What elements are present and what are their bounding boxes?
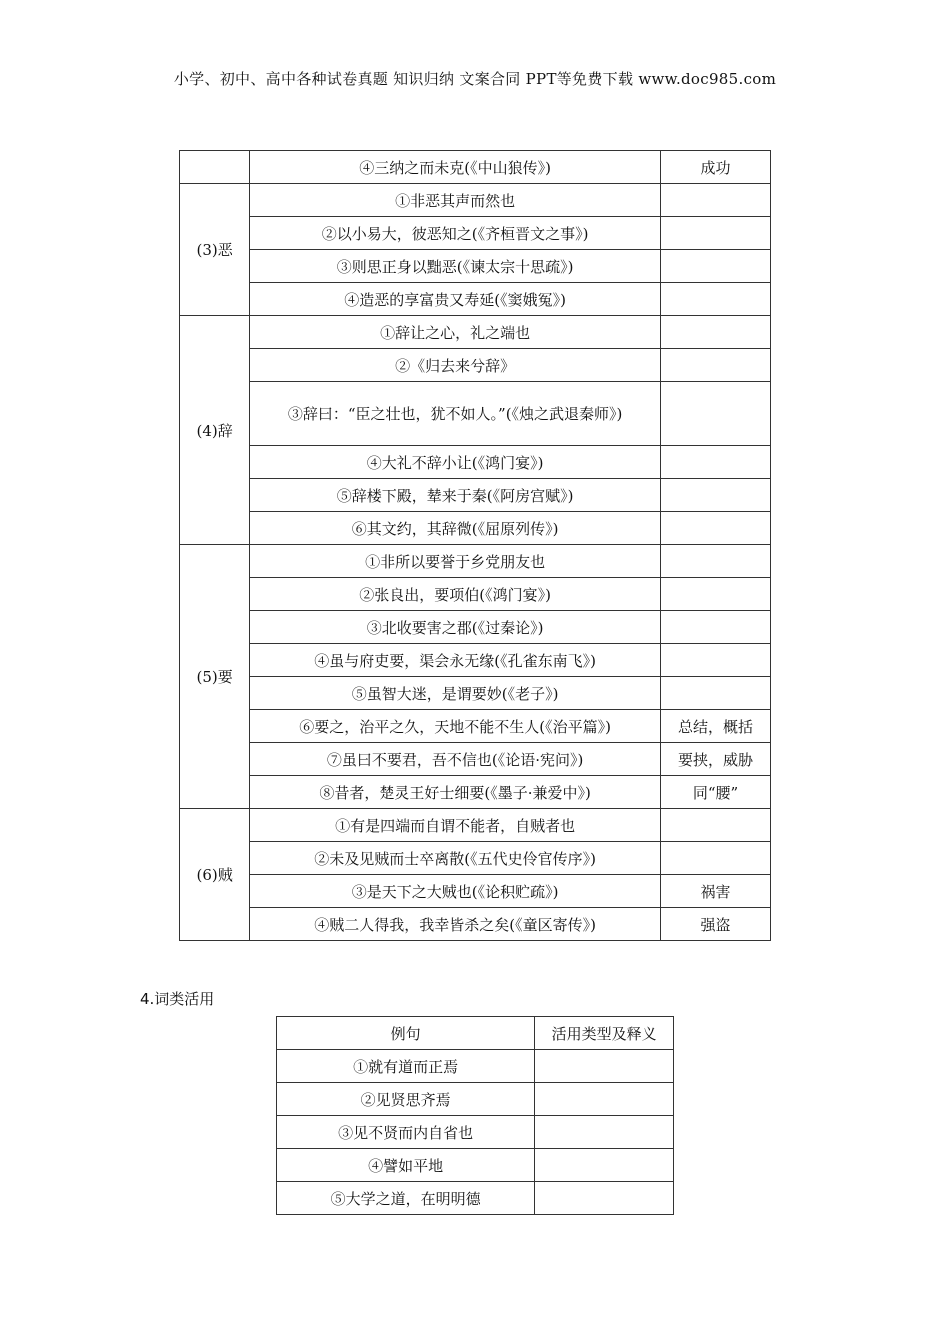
word-category-cell bbox=[180, 151, 250, 184]
usage-type-cell bbox=[535, 1116, 674, 1149]
table-row bbox=[277, 1050, 674, 1083]
example-sentence-cell: ④贼二人得我，我幸皆杀之矣(《童区寄传》) bbox=[250, 908, 661, 941]
example-sentence-cell: ③是天下之大贼也(《论积贮疏》) bbox=[250, 875, 661, 908]
table-row bbox=[277, 1182, 674, 1215]
example-sentence-cell: ①有是四端而自谓不能者，自贼者也 bbox=[250, 809, 661, 842]
table-row bbox=[180, 842, 771, 875]
example-sentence-cell: ②张良出，要项伯(《鸿门宴》) bbox=[250, 578, 661, 611]
example-sentence-cell: ⑥要之，治平之久，天地不能不生人(《治平篇》) bbox=[250, 710, 661, 743]
table-row bbox=[180, 677, 771, 710]
table-row bbox=[180, 743, 771, 776]
table-row bbox=[180, 578, 771, 611]
word-category-cell: (5)要 bbox=[180, 545, 250, 809]
table-row bbox=[180, 349, 771, 382]
example-sentence-cell: ④譬如平地 bbox=[277, 1149, 535, 1182]
usage-type-cell bbox=[535, 1182, 674, 1215]
meaning-cell bbox=[660, 809, 770, 842]
table-row bbox=[180, 151, 771, 184]
meaning-cell bbox=[660, 512, 770, 545]
example-sentence-cell: ④三纳之而未克(《中山狼传》) bbox=[250, 151, 661, 184]
meaning-cell: 总结，概括 bbox=[660, 710, 770, 743]
table-row bbox=[180, 512, 771, 545]
meaning-cell bbox=[660, 479, 770, 512]
meaning-cell bbox=[660, 677, 770, 710]
table-row bbox=[180, 809, 771, 842]
example-sentence-cell: ④大礼不辞小让(《鸿门宴》) bbox=[250, 446, 661, 479]
meaning-cell: 成功 bbox=[660, 151, 770, 184]
example-sentence-cell: ⑤辞楼下殿，辇来于秦(《阿房宫赋》) bbox=[250, 479, 661, 512]
table-row bbox=[180, 545, 771, 578]
header-example: 例句 bbox=[277, 1017, 535, 1050]
example-sentence-cell: ③见不贤而内自省也 bbox=[277, 1116, 535, 1149]
usage-type-cell bbox=[535, 1149, 674, 1182]
table-row bbox=[180, 776, 771, 809]
example-sentence-cell: ③则思正身以黜恶(《谏太宗十思疏》) bbox=[250, 250, 661, 283]
table-row bbox=[277, 1116, 674, 1149]
word-category-cell: (3)恶 bbox=[180, 184, 250, 316]
example-sentence-cell: ②见贤思齐焉 bbox=[277, 1083, 535, 1116]
example-sentence-cell: ⑤虽智大迷，是谓要妙(《老子》) bbox=[250, 677, 661, 710]
table-header-row bbox=[277, 1017, 674, 1050]
example-sentence-cell: ①辞让之心，礼之端也 bbox=[250, 316, 661, 349]
meaning-cell bbox=[660, 217, 770, 250]
example-sentence-cell: ②《归去来兮辞》 bbox=[250, 349, 661, 382]
table-row bbox=[180, 611, 771, 644]
meaning-cell bbox=[660, 545, 770, 578]
meaning-cell bbox=[660, 578, 770, 611]
meaning-cell bbox=[660, 250, 770, 283]
example-sentence-cell: ④虽与府吏要，渠会永无缘(《孔雀东南飞》) bbox=[250, 644, 661, 677]
example-sentence-cell: ⑧昔者，楚灵王好士细要(《墨子·兼爱中》) bbox=[250, 776, 661, 809]
table-row bbox=[180, 184, 771, 217]
usage-type-cell bbox=[535, 1050, 674, 1083]
example-sentence-cell: ⑦虽曰不要君，吾不信也(《论语·宪问》) bbox=[250, 743, 661, 776]
meaning-cell bbox=[660, 283, 770, 316]
example-sentence-cell: ④造恶的享富贵又寿延(《窦娥冤》) bbox=[250, 283, 661, 316]
meaning-cell: 祸害 bbox=[660, 875, 770, 908]
meaning-cell bbox=[660, 382, 770, 446]
meaning-cell bbox=[660, 446, 770, 479]
page-header: 小学、初中、高中各种试卷真题 知识归纳 文案合同 PPT等免费下载 www.doc985.com bbox=[173, 70, 777, 88]
table-row bbox=[277, 1149, 674, 1182]
table-row bbox=[180, 479, 771, 512]
meaning-cell bbox=[660, 644, 770, 677]
meaning-cell bbox=[660, 184, 770, 217]
meaning-cell: 强盗 bbox=[660, 908, 770, 941]
table-row bbox=[180, 316, 771, 349]
word-category-cell: (6)贼 bbox=[180, 809, 250, 941]
example-sentence-cell: ③北收要害之郡(《过秦论》) bbox=[250, 611, 661, 644]
table-row bbox=[180, 250, 771, 283]
table-row bbox=[180, 908, 771, 941]
example-sentence-cell: ②未及见贼而士卒离散(《五代史伶官传序》) bbox=[250, 842, 661, 875]
word-category-cell: (4)辞 bbox=[180, 316, 250, 545]
table-row bbox=[180, 644, 771, 677]
section-title: 4.词类活用 bbox=[140, 990, 215, 1008]
example-sentence-cell: ①非所以要誉于乡党朋友也 bbox=[250, 545, 661, 578]
example-sentence-cell: ⑤大学之道，在明明德 bbox=[277, 1182, 535, 1215]
example-sentence-cell: ③辞曰：“臣之壮也，犹不如人。”(《烛之武退秦师》) bbox=[250, 382, 661, 446]
meaning-cell: 要挟，威胁 bbox=[660, 743, 770, 776]
table-row bbox=[180, 382, 771, 446]
header-usage-type: 活用类型及释义 bbox=[535, 1017, 674, 1050]
word-class-table bbox=[276, 1016, 674, 1215]
meaning-cell bbox=[660, 316, 770, 349]
table-row bbox=[180, 710, 771, 743]
table-row bbox=[180, 283, 771, 316]
meaning-cell: 同“腰” bbox=[660, 776, 770, 809]
example-sentence-cell: ①就有道而正焉 bbox=[277, 1050, 535, 1083]
table-row bbox=[277, 1083, 674, 1116]
polysemy-table bbox=[179, 150, 771, 941]
meaning-cell bbox=[660, 349, 770, 382]
example-sentence-cell: ①非恶其声而然也 bbox=[250, 184, 661, 217]
example-sentence-cell: ⑥其文约，其辞微(《屈原列传》) bbox=[250, 512, 661, 545]
example-sentence-cell: ②以小易大，彼恶知之(《齐桓晋文之事》) bbox=[250, 217, 661, 250]
table-row bbox=[180, 446, 771, 479]
meaning-cell bbox=[660, 611, 770, 644]
meaning-cell bbox=[660, 842, 770, 875]
table-row bbox=[180, 217, 771, 250]
table-row bbox=[180, 875, 771, 908]
usage-type-cell bbox=[535, 1083, 674, 1116]
